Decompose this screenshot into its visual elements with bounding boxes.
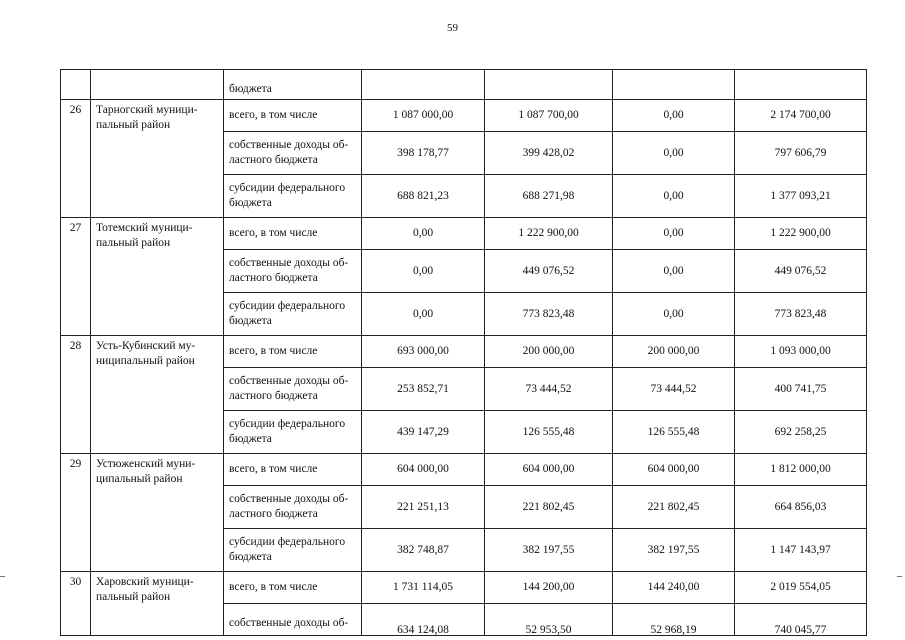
budget-table [60, 69, 867, 636]
total-cell: 1 222 900,00 [735, 218, 867, 250]
row-number-cell: 28 [61, 336, 91, 454]
funding-source-cell: всего, в том числе [224, 100, 362, 132]
table-row [61, 572, 867, 604]
value-cell [485, 70, 613, 100]
total-cell: 1 093 000,00 [735, 336, 867, 368]
table-row [61, 100, 867, 132]
table-row [61, 218, 867, 250]
value-cell: 1 731 114,05 [362, 572, 485, 604]
row-number-cell: 27 [61, 218, 91, 336]
value-cell: 688 821,23 [362, 175, 485, 218]
value-cell: 0,00 [362, 250, 485, 293]
district-name-cell [91, 70, 224, 100]
value-cell: 144 240,00 [613, 572, 735, 604]
value-cell: 200 000,00 [613, 336, 735, 368]
row-number-cell: 29 [61, 454, 91, 572]
funding-source-cell: собственные доходы об-ластного бюджета [224, 486, 362, 529]
value-cell: 221 802,45 [485, 486, 613, 529]
row-number-cell [61, 70, 91, 100]
value-cell: 0,00 [613, 293, 735, 336]
funding-source-cell: субсидии федерального бюджета [224, 293, 362, 336]
total-cell [735, 70, 867, 100]
funding-source-cell: бюджета [224, 70, 362, 100]
value-cell [613, 70, 735, 100]
total-cell: 692 258,25 [735, 411, 867, 454]
value-cell: 221 802,45 [613, 486, 735, 529]
value-cell: 382 197,55 [485, 529, 613, 572]
table-body [61, 70, 867, 636]
value-cell: 144 200,00 [485, 572, 613, 604]
value-cell: 0,00 [613, 175, 735, 218]
funding-source-cell: всего, в том числе [224, 454, 362, 486]
district-name-cell: Харовский муници-пальный район [91, 572, 224, 636]
funding-source-cell: собственные доходы об-ластного бюджета [224, 132, 362, 175]
total-cell: 797 606,79 [735, 132, 867, 175]
value-cell: 688 271,98 [485, 175, 613, 218]
page-number: 59 [447, 22, 458, 34]
value-cell: 221 251,13 [362, 486, 485, 529]
funding-source-cell: субсидии федерального бюджета [224, 411, 362, 454]
value-cell: 126 555,48 [613, 411, 735, 454]
value-cell: 604 000,00 [362, 454, 485, 486]
value-cell: 604 000,00 [613, 454, 735, 486]
total-cell: 740 045,77 [735, 607, 867, 639]
funding-source-cell: собственные доходы об-ластного бюджета [224, 368, 362, 411]
total-cell: 664 856,03 [735, 486, 867, 529]
value-cell: 1 087 000,00 [362, 100, 485, 132]
value-cell: 0,00 [613, 218, 735, 250]
value-cell [362, 70, 485, 100]
funding-source-cell: собственные доходы об- [224, 604, 362, 636]
district-name-cell: Усть-Кубинский му-ниципальный район [91, 336, 224, 454]
value-cell: 604 000,00 [485, 454, 613, 486]
value-cell: 1 087 700,00 [485, 100, 613, 132]
value-cell: 439 147,29 [362, 411, 485, 454]
table-row [61, 454, 867, 486]
value-cell: 773 823,48 [485, 293, 613, 336]
district-name-cell: Устюженский муни-ципальный район [91, 454, 224, 572]
district-name-cell: Тотемский муници-пальный район [91, 218, 224, 336]
total-cell: 1 147 143,97 [735, 529, 867, 572]
total-cell: 773 823,48 [735, 293, 867, 336]
value-cell: 253 852,71 [362, 368, 485, 411]
total-cell: 449 076,52 [735, 250, 867, 293]
value-cell: 73 444,52 [485, 368, 613, 411]
funding-source-cell: субсидии федерального бюджета [224, 175, 362, 218]
value-cell: 382 748,87 [362, 529, 485, 572]
funding-source-cell: всего, в том числе [224, 336, 362, 368]
total-cell: 400 741,75 [735, 368, 867, 411]
total-cell: 2 019 554,05 [735, 572, 867, 604]
value-cell: 0,00 [362, 293, 485, 336]
value-cell: 0,00 [613, 132, 735, 175]
scan-mark-right [897, 576, 902, 577]
value-cell: 382 197,55 [613, 529, 735, 572]
value-cell: 52 968,19 [613, 607, 735, 639]
scan-mark-left [0, 576, 5, 577]
district-name-cell: Тарногский муници-пальный район [91, 100, 224, 218]
value-cell: 0,00 [613, 100, 735, 132]
value-cell: 52 953,50 [485, 607, 613, 639]
value-cell: 126 555,48 [485, 411, 613, 454]
row-number-cell: 30 [61, 572, 91, 636]
value-cell: 73 444,52 [613, 368, 735, 411]
value-cell: 399 428,02 [485, 132, 613, 175]
value-cell: 634 124,08 [362, 607, 485, 639]
funding-source-cell: субсидии федерального бюджета [224, 529, 362, 572]
value-cell: 449 076,52 [485, 250, 613, 293]
value-cell: 398 178,77 [362, 132, 485, 175]
value-cell: 693 000,00 [362, 336, 485, 368]
total-cell: 2 174 700,00 [735, 100, 867, 132]
value-cell: 1 222 900,00 [485, 218, 613, 250]
value-cell: 0,00 [362, 218, 485, 250]
funding-source-cell: всего, в том числе [224, 218, 362, 250]
table-row [61, 336, 867, 368]
funding-source-cell: всего, в том числе [224, 572, 362, 604]
total-cell: 1 812 000,00 [735, 454, 867, 486]
total-cell: 1 377 093,21 [735, 175, 867, 218]
table-row-continuation [61, 70, 867, 100]
value-cell: 200 000,00 [485, 336, 613, 368]
row-number-cell: 26 [61, 100, 91, 218]
value-cell: 0,00 [613, 250, 735, 293]
funding-source-cell: собственные доходы об-ластного бюджета [224, 250, 362, 293]
